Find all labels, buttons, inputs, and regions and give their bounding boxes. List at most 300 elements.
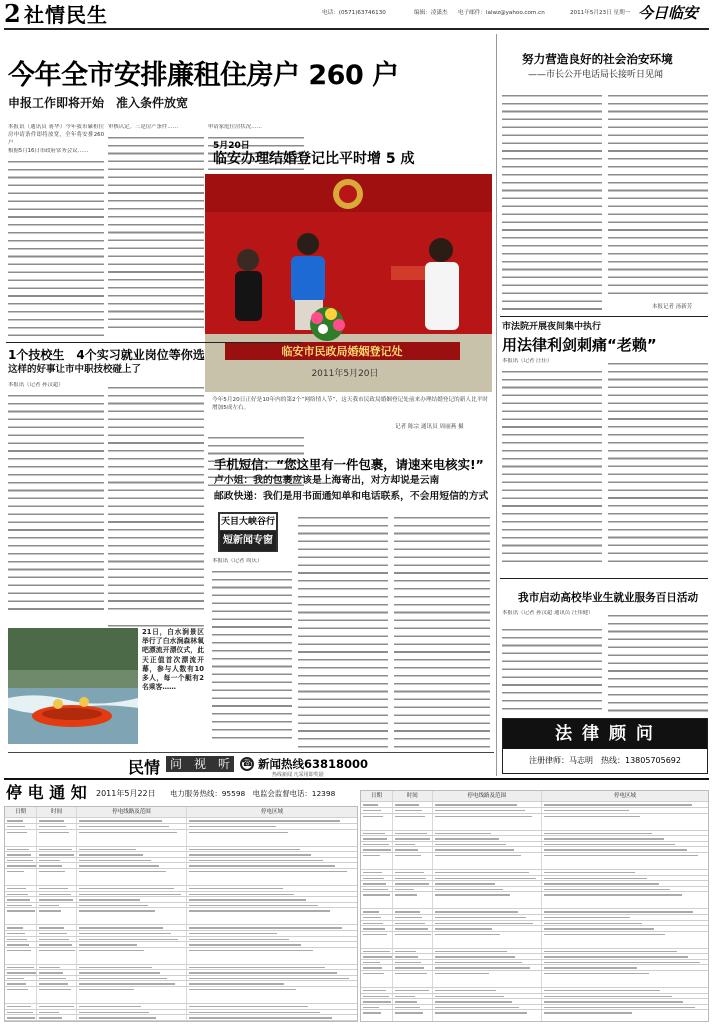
table-cell	[5, 925, 37, 930]
table-cell	[433, 842, 542, 847]
header-date: 2011年5月23日 星期一	[570, 10, 631, 16]
table-cell	[5, 869, 37, 885]
sms-sub1: 卢小姐：我的包裹应该是上海寄出，对方却说是云南	[214, 475, 440, 486]
law-lawyer: 注册律师：马志明 热线：13805705692	[529, 756, 681, 765]
table-cell	[37, 892, 77, 897]
cell-text-line	[395, 804, 419, 805]
table-cell	[77, 892, 187, 897]
marriage-caption: 今年5月20日正好是10年内的第2个“网络情人节”，这天我市民政局婚姻登记处前来办理结婚登记的新人比平时增加5成左右。	[212, 397, 488, 411]
section-name: 社情民生	[24, 3, 108, 27]
outage-title: 停 电 通 知	[6, 783, 87, 802]
cell-text-line	[363, 889, 388, 890]
table-cell	[393, 892, 433, 908]
table-cell	[361, 949, 393, 954]
table-cell	[77, 903, 187, 908]
cell-text-line	[363, 962, 380, 963]
cell-text-line	[7, 989, 28, 990]
table-cell	[542, 876, 708, 881]
table-cell	[187, 847, 357, 852]
cell-text-line	[544, 911, 693, 912]
table-cell	[187, 965, 357, 970]
page-number: 2	[4, 0, 21, 28]
cell-text-line	[7, 1017, 35, 1018]
cell-text-line	[395, 1007, 420, 1008]
table-cell	[37, 970, 77, 975]
table-cell	[77, 970, 187, 975]
table-cell	[77, 1015, 187, 1020]
outage-col-area: 停电区域	[260, 809, 283, 815]
outage-col-time: 时间	[37, 807, 77, 817]
cell-text-line	[435, 962, 523, 963]
table-cell	[37, 965, 77, 970]
cell-text-line	[7, 899, 30, 900]
table-cell	[542, 932, 708, 948]
table-cell	[77, 886, 187, 891]
table-cell	[542, 915, 708, 920]
cell-text-line	[544, 878, 647, 879]
cell-text-line	[79, 854, 143, 855]
outage-col-date: 日期	[5, 807, 37, 817]
cell-text-line	[7, 978, 24, 979]
cell-text-line	[39, 1006, 74, 1007]
cell-text-line	[79, 939, 178, 940]
sms-body-text-3	[394, 512, 490, 748]
cell-text-line	[189, 860, 323, 861]
hotline-phone-icon: ☎	[242, 759, 254, 769]
cell-text-line	[189, 849, 300, 850]
cell-text-line	[189, 820, 340, 821]
table-cell	[361, 847, 393, 852]
cell-text-line	[189, 899, 306, 900]
night-body-text	[502, 366, 602, 564]
table-cell	[393, 949, 433, 954]
outage-col-area-r: 停电区域	[613, 793, 636, 799]
table-cell	[361, 994, 393, 999]
cell-text-line	[544, 996, 672, 997]
cell-text-line	[7, 860, 33, 861]
cell-text-line	[395, 872, 424, 873]
table-cell	[187, 818, 357, 823]
table-cell	[187, 863, 357, 868]
jobs-divider	[6, 342, 302, 343]
jobs-body-text	[8, 390, 104, 614]
table-cell	[542, 887, 708, 892]
table-cell	[393, 909, 433, 914]
table-cell	[5, 892, 37, 897]
table-cell	[5, 903, 37, 908]
table-cell	[77, 948, 187, 964]
table-cell	[187, 897, 357, 902]
cell-text-line	[544, 804, 692, 805]
cell-text-line	[544, 883, 659, 884]
night-col-1	[502, 358, 602, 568]
cell-text-line	[79, 826, 169, 827]
cell-text-line	[189, 967, 325, 968]
header-editor: 编辑：凌潇杰	[414, 10, 448, 16]
table-cell	[433, 887, 542, 892]
cell-text-line	[544, 962, 700, 963]
cell-text-line	[79, 910, 155, 911]
lead-para: 根据5月16日市政府常务会议……	[8, 148, 89, 154]
table-cell	[393, 1010, 433, 1022]
header-phone: 电话：(0571)63746130	[322, 10, 386, 16]
table-cell	[542, 954, 708, 959]
cell-text-line	[435, 911, 518, 912]
cell-text-line	[435, 996, 504, 997]
cell-text-line	[544, 838, 664, 839]
cell-text-line	[7, 849, 29, 850]
table-cell	[37, 1021, 77, 1022]
cell-text-line	[39, 865, 62, 866]
table-cell	[37, 1010, 77, 1015]
cell-text-line	[7, 820, 23, 821]
header-rule	[4, 28, 709, 30]
cell-text-line	[79, 860, 151, 861]
table-cell	[77, 847, 187, 852]
cell-text-line	[435, 816, 533, 817]
table-cell	[5, 1021, 37, 1022]
table-cell	[361, 988, 393, 993]
table-cell	[393, 965, 433, 970]
table-cell	[77, 931, 187, 936]
cell-text-line	[395, 967, 424, 968]
marriage-photo	[205, 174, 492, 392]
table-cell	[361, 887, 393, 892]
table-cell	[542, 853, 708, 869]
table-cell	[187, 981, 357, 986]
cell-text-line	[7, 865, 36, 866]
cell-text-line	[435, 804, 517, 805]
cell-text-line	[395, 962, 421, 963]
cell-text-line	[435, 973, 489, 974]
table-cell	[37, 1004, 77, 1009]
sms-headline: 手机短信：“您这里有一件包裹，请速来电核实!”	[214, 457, 484, 472]
table-cell	[361, 926, 393, 931]
cell-text-line	[79, 849, 136, 850]
header-email: 电子邮件：lalwz@yahoo.com.cn	[458, 10, 545, 16]
cell-text-line	[435, 928, 492, 929]
cell-text-line	[189, 826, 276, 827]
table-cell	[433, 1010, 542, 1022]
table-cell	[5, 931, 37, 936]
cell-text-line	[363, 894, 390, 895]
cell-text-line	[544, 973, 649, 974]
table-cell	[37, 925, 77, 930]
cell-text-line	[544, 833, 652, 834]
table-cell	[393, 836, 433, 841]
table-cell	[433, 965, 542, 970]
table-cell	[393, 887, 433, 892]
security-byline: 本报记者 汤新芳	[652, 304, 693, 310]
outage-col-line-r: 停电线路及范围	[433, 791, 542, 801]
cell-text-line	[544, 1012, 632, 1013]
table-cell	[5, 942, 37, 947]
cell-text-line	[189, 871, 347, 872]
table-row	[5, 908, 357, 925]
table-cell	[542, 1005, 708, 1010]
hotline-hear: 问 视 听	[166, 756, 234, 772]
cell-text-line	[39, 888, 68, 889]
cell-text-line	[189, 939, 289, 940]
cell-text-line	[544, 844, 675, 845]
table-cell	[542, 949, 708, 954]
table-cell	[37, 818, 77, 823]
table-cell	[5, 976, 37, 981]
cell-text-line	[189, 927, 342, 928]
rafting-photo	[8, 628, 138, 744]
outage-table-left-body	[5, 818, 357, 1022]
table-cell	[542, 814, 708, 830]
table-cell	[77, 976, 187, 981]
table-cell	[37, 869, 77, 885]
table-cell	[187, 858, 357, 863]
cell-text-line	[189, 832, 288, 833]
table-cell	[433, 876, 542, 881]
table-row	[5, 987, 357, 1004]
table-cell	[433, 881, 542, 886]
cell-text-line	[544, 872, 635, 873]
table-cell	[361, 971, 393, 987]
cell-text-line	[7, 1012, 33, 1013]
table-cell	[361, 909, 393, 914]
table-row	[361, 892, 708, 909]
table-cell	[187, 830, 357, 846]
table-cell	[361, 915, 393, 920]
cell-text-line	[189, 1006, 308, 1007]
security-headline: 努力营造良好的社会治安环境	[522, 52, 673, 66]
rafting-caption	[142, 628, 204, 740]
cell-text-line	[363, 883, 386, 884]
table-cell	[187, 937, 357, 942]
table-cell	[433, 999, 542, 1004]
table-cell	[542, 808, 708, 813]
cell-text-line	[189, 944, 301, 945]
cell-text-line	[39, 832, 69, 833]
table-cell	[187, 903, 357, 908]
table-row	[5, 948, 357, 965]
table-cell	[433, 814, 542, 830]
table-cell	[37, 937, 77, 942]
lead-col-1	[8, 124, 104, 340]
table-row	[361, 1010, 708, 1022]
table-cell	[187, 892, 357, 897]
table-cell	[433, 1005, 542, 1010]
column-divider-left	[496, 34, 497, 776]
table-cell	[37, 903, 77, 908]
table-cell	[433, 921, 542, 926]
table-cell	[5, 830, 37, 846]
cell-text-line	[39, 939, 69, 940]
security-body-text	[502, 90, 602, 310]
cell-text-line	[544, 928, 654, 929]
table-cell	[5, 897, 37, 902]
table-cell	[187, 1015, 357, 1020]
cell-text-line	[79, 989, 134, 990]
cell-text-line	[7, 939, 27, 940]
cell-text-line	[79, 894, 181, 895]
cell-text-line	[395, 996, 415, 997]
table-cell	[77, 818, 187, 823]
table-cell	[542, 836, 708, 841]
cell-text-line	[435, 917, 526, 918]
cell-text-line	[79, 978, 167, 979]
cell-text-line	[363, 844, 389, 845]
cell-text-line	[435, 956, 515, 957]
cell-text-line	[363, 872, 382, 873]
rafting-photo-image	[8, 628, 138, 744]
marriage-headline: 临安办理结婚登记比平时增 5 成	[213, 151, 415, 167]
table-cell	[37, 830, 77, 846]
jobs-body-text-2	[108, 382, 204, 616]
table-cell	[393, 847, 433, 852]
table-cell	[433, 909, 542, 914]
table-cell	[361, 881, 393, 886]
students-body-text-2	[608, 610, 708, 714]
table-cell	[542, 909, 708, 914]
table-cell	[393, 1005, 433, 1010]
cell-text-line	[7, 967, 34, 968]
table-cell	[77, 925, 187, 930]
marriage-sign: 2011年5月20日	[311, 369, 379, 379]
table-cell	[393, 814, 433, 830]
table-cell	[77, 937, 187, 942]
outage-service: 电力服务热线：95598 电监会监督电话：12398	[170, 789, 336, 798]
hotline-note: 热线新闻 凡采用即奖励	[272, 772, 324, 778]
table-row	[5, 1021, 357, 1022]
table-cell	[37, 976, 77, 981]
outage-col-line: 停电线路及范围	[77, 807, 187, 817]
table-cell	[393, 915, 433, 920]
table-cell	[5, 937, 37, 942]
cell-text-line	[189, 910, 330, 911]
outage-table-left	[4, 806, 358, 1022]
table-cell	[542, 965, 708, 970]
table-cell	[5, 863, 37, 868]
lead-body-text-2	[108, 132, 204, 332]
cell-text-line	[189, 983, 284, 984]
table-cell	[433, 870, 542, 875]
cell-text-line	[39, 1017, 62, 1018]
cell-text-line	[544, 855, 698, 856]
table-cell	[5, 824, 37, 829]
cell-text-line	[544, 1001, 683, 1002]
cell-text-line	[395, 973, 427, 974]
table-cell	[542, 921, 708, 926]
students-headline: 我市启动高校毕业生就业服务百日活动	[518, 592, 699, 604]
security-body-text-2	[608, 90, 708, 296]
table-cell	[361, 932, 393, 948]
cell-text-line	[189, 950, 313, 951]
cell-text-line	[544, 956, 688, 957]
cell-text-line	[435, 810, 525, 811]
cell-text-line	[189, 978, 349, 979]
table-cell	[5, 847, 37, 852]
table-cell	[77, 830, 187, 846]
table-cell	[542, 994, 708, 999]
cell-text-line	[79, 820, 162, 821]
table-cell	[77, 981, 187, 986]
cell-text-line	[39, 1012, 59, 1013]
jobs-byline: 本报讯（记者 孙汉超）	[8, 382, 64, 388]
outage-col-date-r: 日期	[361, 791, 393, 801]
table-cell	[542, 831, 708, 836]
cell-text-line	[39, 933, 67, 934]
table-cell	[433, 853, 542, 869]
cell-text-line	[363, 911, 379, 912]
night-divider	[500, 578, 708, 579]
cell-text-line	[39, 871, 65, 872]
law-box	[502, 718, 708, 774]
table-cell	[187, 1021, 357, 1022]
table-cell	[187, 852, 357, 857]
table-cell	[77, 1021, 187, 1022]
cell-text-line	[363, 816, 383, 817]
table-cell	[77, 897, 187, 902]
cell-text-line	[7, 905, 32, 906]
table-cell	[5, 970, 37, 975]
table-cell	[542, 1010, 708, 1022]
cell-text-line	[363, 1012, 381, 1013]
table-cell	[393, 808, 433, 813]
table-cell	[361, 1010, 393, 1022]
table-cell	[361, 999, 393, 1004]
lead-byline: 本报讯（通讯员 蒋华）今年我市廉租住房申请条件即将放宽，全年将安排260户	[8, 124, 104, 146]
table-cell	[393, 881, 433, 886]
night-kicker: 市法院开展夜间集中执行	[502, 322, 602, 332]
cell-text-line	[39, 905, 59, 906]
cell-text-line	[544, 967, 637, 968]
table-cell	[77, 863, 187, 868]
law-title: 法 律 顾 问	[503, 719, 707, 749]
table-cell	[433, 802, 542, 807]
table-cell	[5, 908, 37, 924]
cell-text-line	[39, 967, 60, 968]
table-cell	[187, 908, 357, 924]
cell-text-line	[395, 894, 417, 895]
table-row	[361, 853, 708, 870]
table-cell	[393, 932, 433, 948]
outage-col-time-r: 时间	[393, 791, 433, 801]
cell-text-line	[363, 917, 381, 918]
cell-text-line	[7, 950, 31, 951]
cell-text-line	[39, 910, 61, 911]
table-cell	[187, 987, 357, 1003]
table-cell	[37, 886, 77, 891]
table-cell	[433, 932, 542, 948]
sms-sub2: 邮政快递：我们是用书面通知单和电话联系，不会用短信的方式	[214, 491, 489, 502]
cell-text-line	[395, 911, 420, 912]
cell-text-line	[7, 944, 29, 945]
marriage-banner: 临安市民政局婚姻登记处	[281, 345, 403, 358]
cell-text-line	[435, 844, 507, 845]
lead-col2-text: 审核认定。三是房产条件……	[108, 124, 179, 130]
table-cell	[37, 897, 77, 902]
table-cell	[542, 881, 708, 886]
table-cell	[37, 987, 77, 1003]
cell-text-line	[189, 933, 277, 934]
cell-text-line	[363, 1001, 391, 1002]
sms-col-1	[212, 558, 292, 746]
table-cell	[542, 999, 708, 1004]
outage-date: 2011年5月22日	[96, 789, 156, 798]
table-cell	[37, 948, 77, 964]
cell-text-line	[544, 894, 682, 895]
outage-table-right-body	[361, 802, 708, 1022]
table-cell	[361, 853, 393, 869]
table-cell	[393, 853, 433, 869]
cell-text-line	[189, 894, 294, 895]
table-cell	[361, 836, 393, 841]
